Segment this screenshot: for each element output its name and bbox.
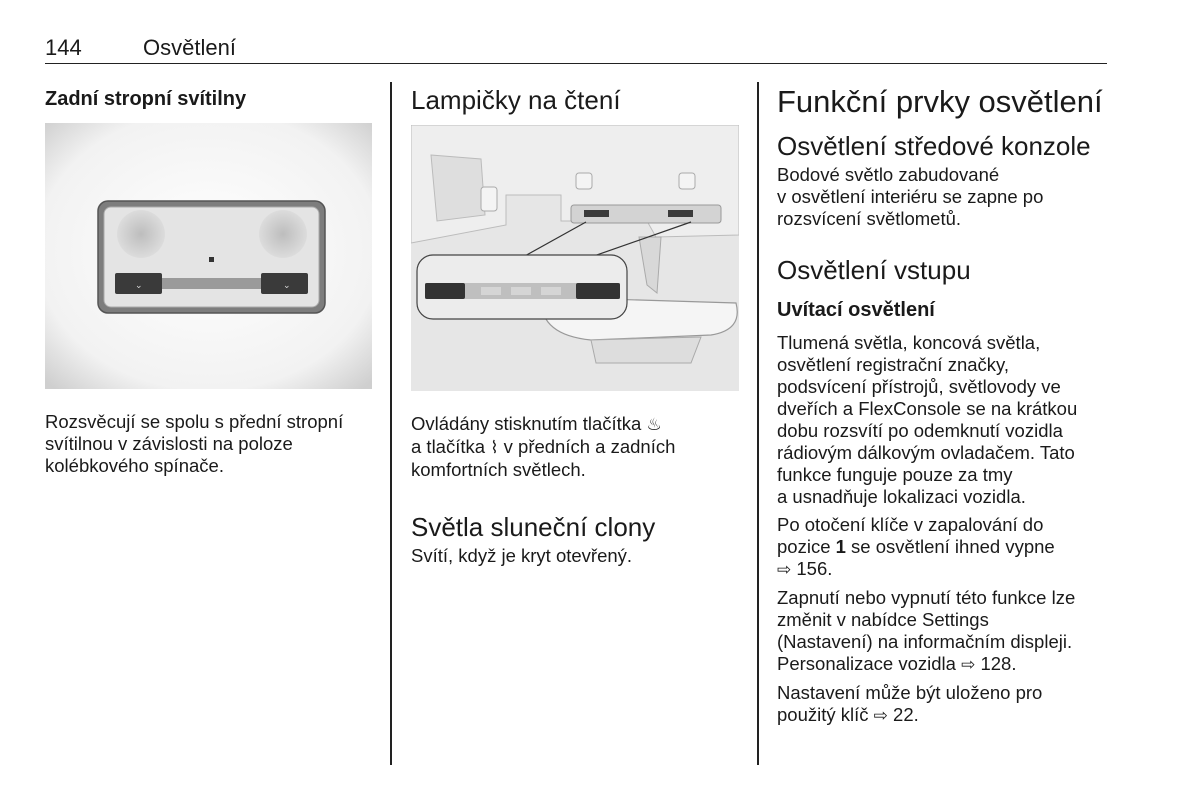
welcome-text: funkce funguje pouze za tmy [777,464,1013,485]
svg-text:⌄: ⌄ [283,281,291,291]
ignition-text-b: se osvětlení ihned vypne [845,536,1055,557]
settings-text: změnit v nabídce Settings [777,609,989,630]
settings-ref-page[interactable]: 128. [980,653,1017,674]
saved-ref-page[interactable]: 22. [893,704,919,725]
settings-text [777,653,1107,676]
welcome-text: Tlumená světla, koncová světla, [777,332,1041,353]
ignition-position: 1 [835,536,846,557]
page-ref-arrow-icon: ⇨ [873,706,888,725]
ignition-ref-page[interactable]: 156. [796,558,833,579]
console-text: rozsvícení světlometů. [777,208,962,229]
welcome-text: dobu rozsvítí po odemknutí vozidla [777,420,1063,441]
sun-visor-heading: Světla sluneční clony [411,512,656,542]
welcome-lighting-heading: Uvítací osvětlení [777,299,935,321]
settings-text: (Nastavení) na informačním displeji. [777,631,1073,652]
column-rear-lights [45,84,375,477]
console-text: v osvětlení interiéru se zapne po [777,186,1044,207]
page-ref-arrow-icon: ⇨ [777,560,792,579]
column-reading-lamps [411,84,741,567]
rear-ceiling-light-illustration [45,123,372,389]
section-title: Osvětlení [143,35,236,60]
reading-lamps-text-a: Ovládány stisknutím tlačítka [411,413,647,434]
page-header [45,33,1107,64]
reading-lamps-text-b: a tlačítka [411,436,491,457]
page-number: 144 [45,35,82,60]
reading-lamps-text-c: v předních a zadních [498,436,676,457]
console-lighting-heading: Osvětlení středové konzole [777,131,1091,161]
saved-text: Nastavení může být uloženo pro [777,682,1043,703]
saved-text-b: použitý klíč [777,704,874,725]
welcome-text: a usnadňuje lokalizaci vozidla. [777,486,1026,507]
reading-lamps-text [411,436,741,459]
lighting-features-title: Funkční prvky osvětlení [777,84,1103,119]
rear-lights-line: kolébkového spínače. [45,455,224,476]
ignition-ref [777,558,1107,581]
ignition-text [777,536,1107,558]
welcome-text: osvětlení registrační značky, [777,354,1010,375]
rear-lamp-icon: ⌇ [490,438,499,457]
reading-lamps-illustration [411,125,739,391]
column-divider [757,82,759,765]
svg-text:⌄: ⌄ [135,281,143,291]
ignition-text: Po otočení klíče v zapalování do [777,514,1044,535]
reading-lamps-text [411,413,741,436]
welcome-text: rádiovým dálkovým ovladačem. Tato [777,442,1075,463]
settings-text-last: Personalizace vozidla [777,653,962,674]
column-divider [390,82,392,765]
page-ref-arrow-icon: ⇨ [961,655,976,674]
entry-lighting-heading: Osvětlení vstupu [777,255,971,285]
rear-lights-line: Rozsvěcují se spolu s přední stropní [45,411,344,432]
settings-text: Zapnutí nebo vypnutí této funkce lze [777,587,1076,608]
console-text: Bodové světlo zabudované [777,164,1000,185]
rear-lights-line: svítilnou v závislosti na poloze [45,433,293,454]
column-lighting-features [777,84,1107,727]
welcome-text: podsvícení přístrojů, světlovody ve [777,376,1061,397]
sun-visor-text: Svítí, když je kryt otevřený. [411,545,633,566]
rear-lights-heading: Zadní stropní svítilny [45,88,247,110]
reading-lamps-heading: Lampičky na čtení [411,85,621,115]
welcome-text: dveřích a FlexConsole se na krátkou [777,398,1078,419]
saved-text [777,704,1107,727]
ignition-text-a: pozice [777,536,836,557]
front-lamp-icon: ♨ [646,415,662,434]
reading-lamps-text: komfortních světlech. [411,459,586,480]
